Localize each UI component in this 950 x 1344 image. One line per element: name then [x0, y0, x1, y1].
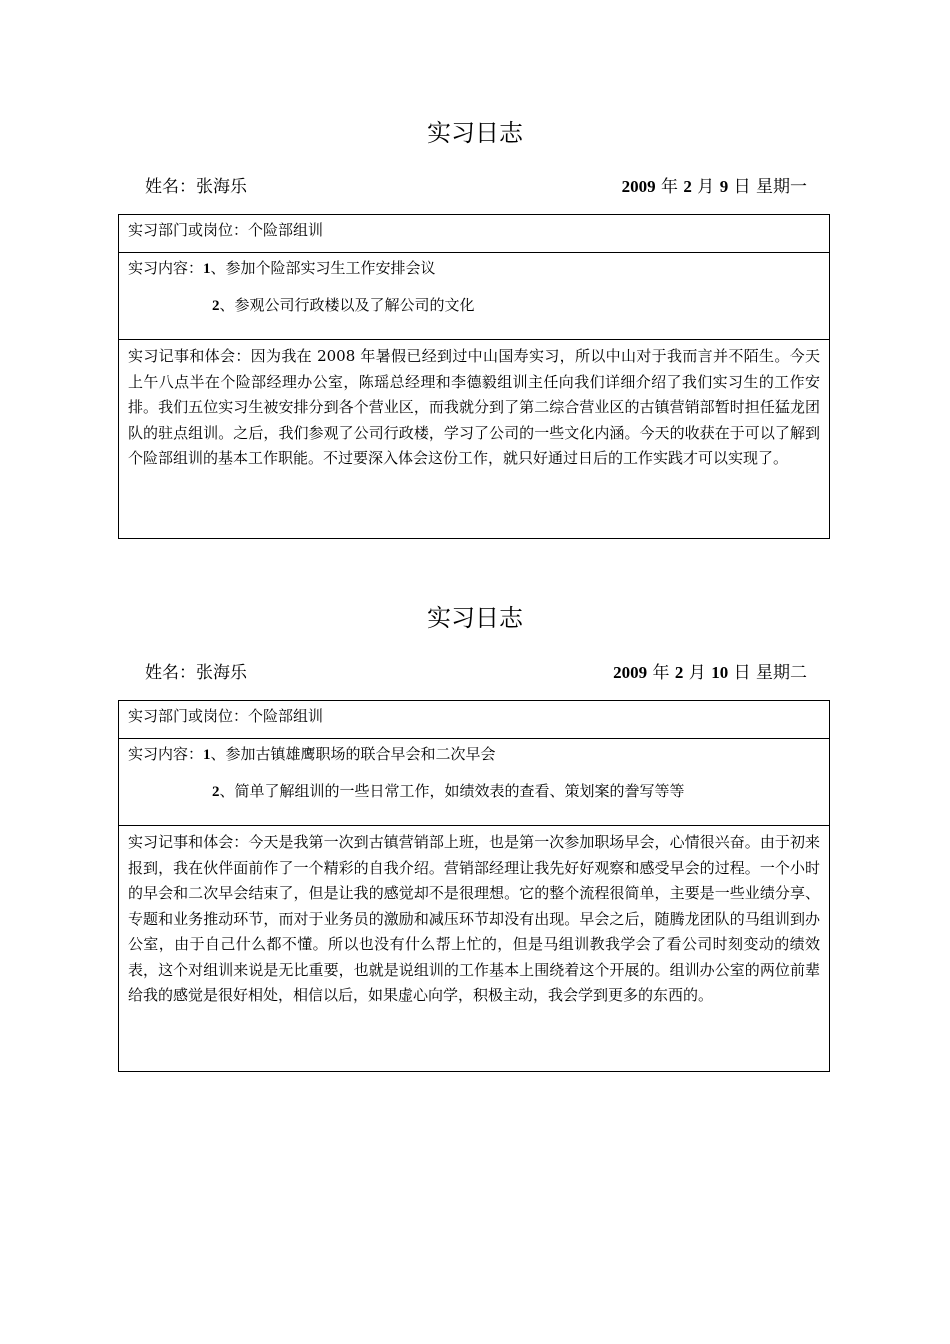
content-row	[119, 253, 829, 340]
notes-row: 实习记事和体会：因为我在 2008 年暑假已经到过中山国寿实习，所以中山对于我而言并不陌生。今天上午八点半在个险部经理办公室，陈瑶总经理和李德毅组训主任向我们详细介绍了我们实习生的工作安排。我们五位实习生被安排分到各个营业区，而我就分到了第二综合营业区的古镇营销部暂时担任猛龙团队的驻点组训。之后，我们参观了公司行政楼，学习了公司的一些文化内涵。今天的收获在于可以了解到个险部组训的基本工作职能。不过要深入体会这份工作，就只好通过日后的工作实践才可以实现了。	[128, 347, 820, 467]
content-item-1	[128, 256, 820, 281]
content-item-2	[128, 779, 820, 804]
date-day-suffix: 日 星期二	[728, 663, 807, 683]
date-year: 2009	[621, 177, 656, 196]
content-item-text: 、参观公司行政楼以及了解公司的文化	[219, 296, 475, 314]
entry-title: 实习日志	[427, 119, 523, 147]
content-item-number: 2	[212, 784, 220, 800]
date-year: 2009	[613, 663, 648, 682]
log-table	[118, 214, 830, 539]
content-item-number: 1	[203, 747, 211, 763]
entry-date	[622, 175, 807, 199]
date-month-suffix: 月	[683, 663, 712, 683]
notes-row: 实习记事和体会：今天是我第一次到古镇营销部上班，也是第一次参加职场早会，心情很兴奋。由于初来报到，我在伙伴面前作了一个精彩的自我介绍。营销部经理让我先好好观察和感受早会的过程。一个小时的早会和二次早会结束了，但是让我的感觉却不是很理想。它的整个流程很简单，主要是一些业绩分享、专题和业务推动环节，而对于业务员的激励和减压环节却没有出现。早会之后，随腾龙团队的马组训到办公室，由于自己什么都不懂。所以也没有什么帮上忙的，但是马组训教我学会了看公司时刻变动的绩效表，这个对组训来说是无比重要，也就是说组训的工作基本上围绕着这个开展的。组训办公室的两位前辈给我的感觉是很好相处，相信以后，如果虚心向学，积极主动，我会学到更多的东西的。	[128, 833, 820, 1004]
date-month: 2	[683, 177, 692, 196]
date-day-suffix: 日 星期一	[728, 177, 807, 197]
content-item-text: 、简单了解组训的一些日常工作，如绩效表的查看、策划案的誊写等等	[219, 782, 685, 800]
department-row: 实习部门或岗位：个险部组训	[119, 215, 829, 253]
log-table	[118, 700, 830, 1072]
content-row	[119, 739, 829, 826]
content-item-number: 2	[212, 298, 220, 314]
date-year-suffix: 年	[647, 663, 675, 683]
content-label: 实习内容：	[128, 259, 204, 277]
date-month-suffix: 月	[691, 177, 720, 197]
content-item-text: 、参加个险部实习生工作安排会议	[210, 259, 436, 277]
date-day: 10	[711, 663, 729, 682]
content-label: 实习内容：	[128, 745, 204, 763]
content-item-2	[128, 293, 820, 318]
date-year-suffix: 年	[655, 177, 684, 197]
student-name: 姓名：张海乐	[145, 663, 247, 683]
entry-title: 实习日志	[427, 604, 523, 632]
date-month: 2	[674, 663, 684, 682]
content-item-1	[128, 742, 820, 767]
department-row: 实习部门或岗位：个险部组训	[119, 701, 829, 739]
content-item-text: 、参加古镇雄鹰职场的联合早会和二次早会	[210, 745, 496, 763]
entry-date	[613, 661, 807, 685]
student-name: 姓名：张海乐	[145, 177, 247, 197]
content-item-number: 1	[203, 261, 211, 277]
date-day: 9	[719, 177, 729, 196]
